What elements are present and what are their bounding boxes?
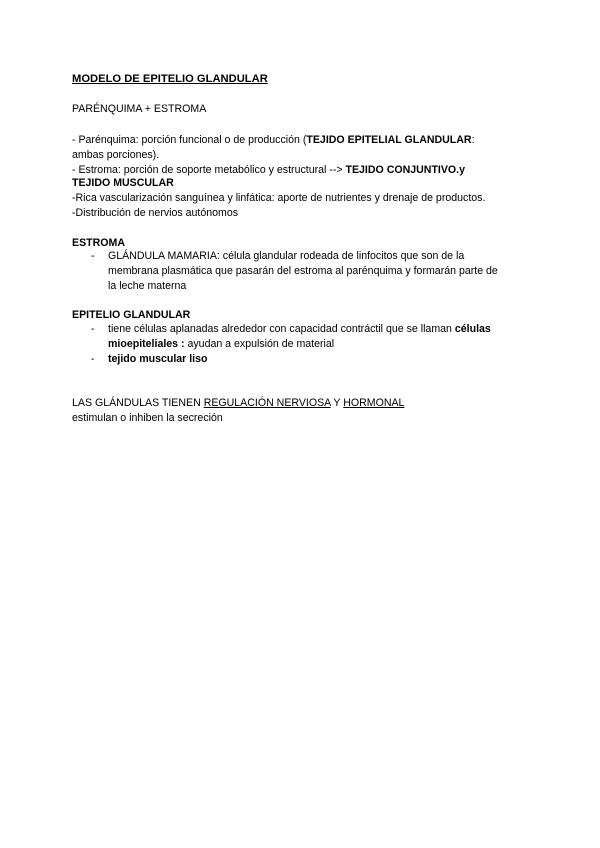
closing-underlined-nerviosa: REGULACIÓN NERVIOSA <box>203 397 331 409</box>
list-item <box>72 249 498 294</box>
document-title: MODELO DE EPITELIO GLANDULAR <box>72 73 268 85</box>
list-item-bold: mioepiteliales : <box>108 338 188 350</box>
epitelio-list <box>72 322 491 367</box>
parenquima-line-1 <box>72 133 475 148</box>
closing-text: Y <box>330 397 344 409</box>
dash-marker: - <box>91 323 95 335</box>
list-item-line: tejido muscular liso <box>108 353 208 365</box>
parenquima-colon: : <box>471 134 475 146</box>
list-item-text: ayudan a expulsión de material <box>187 338 335 350</box>
subtitle: PARÉNQUIMA + ESTROMA <box>72 103 207 115</box>
list-item-line <box>108 337 491 352</box>
list-item <box>72 322 491 352</box>
list-item <box>72 352 491 367</box>
list-item-text: tiene células aplanadas alrededor con capacidad contráctil que se llaman <box>108 323 455 335</box>
list-item-line: la leche materna <box>108 280 187 292</box>
estroma-text: - Estroma: porción de soporte metabólico y estructural --> <box>72 164 346 176</box>
estroma-bold: TEJIDO CONJUNTIVO.y <box>345 164 465 176</box>
estroma-line-2: TEJIDO MUSCULAR <box>72 177 174 189</box>
section-heading-epitelio: EPITELIO GLANDULAR <box>72 309 191 321</box>
section-heading-estroma: ESTROMA <box>72 237 125 249</box>
list-item-line: GLÁNDULA MAMARIA: célula glandular rodeada de linfocitos que son de la <box>108 250 465 262</box>
list-item-line: membrana plasmática que pasarán del estroma al parénquima y formarán parte de <box>108 265 498 277</box>
closing-underlined-hormonal: HORMONAL <box>343 397 405 409</box>
parenquima-line-2: ambas porciones). <box>72 149 160 161</box>
parenquima-bold: TEJIDO EPITELIAL GLANDULAR <box>306 134 472 146</box>
closing-text: LAS GLÁNDULAS TIENEN <box>72 397 204 409</box>
dash-marker: - <box>91 250 95 262</box>
closing-line-1 <box>72 396 404 411</box>
list-item-bold: células <box>454 323 491 335</box>
estroma-list <box>72 249 498 294</box>
parenquima-text: - Parénquima: porción funcional o de producción ( <box>72 134 307 146</box>
closing-line-2: estimulan o inhiben la secreción <box>72 412 223 424</box>
nervios-line: -Distribución de nervios autónomos <box>72 207 239 219</box>
dash-marker: - <box>91 353 95 365</box>
list-item-line <box>108 322 491 337</box>
vascularizacion-line: -Rica vascularización sanguínea y linfática: aporte de nutrientes y drenaje de productos. <box>72 192 486 204</box>
